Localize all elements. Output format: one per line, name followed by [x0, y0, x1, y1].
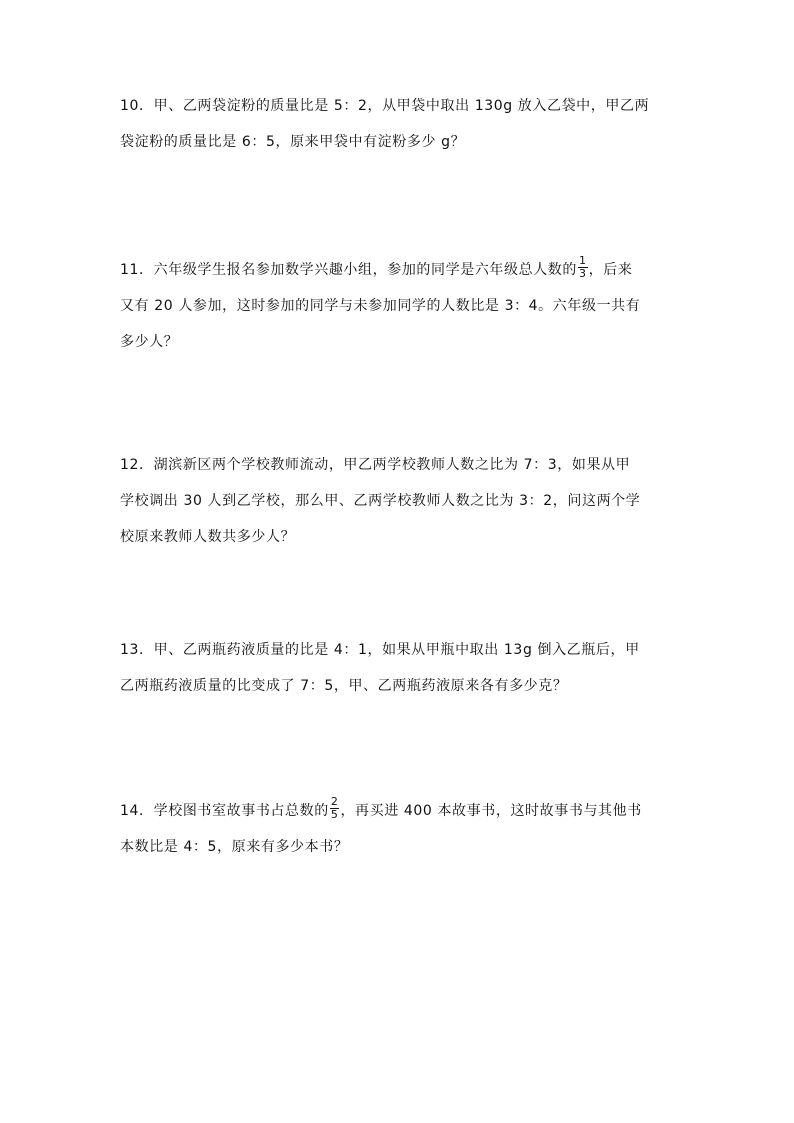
fraction-numerator: 1 — [579, 253, 587, 267]
problem-11-line-3: 多少人？ — [120, 334, 179, 350]
problem-12-line-3: 校原来教师人数共多少人？ — [120, 529, 296, 545]
problem-10-line-1: 10．甲、乙两袋淀粉的质量比是 5：2，从甲袋中取出 130g 放入乙袋中，甲乙两 — [120, 98, 650, 114]
problem-11 — [120, 252, 680, 360]
problem-11-line-2: 又有 20 人参加，这时参加的同学与未参加同学的人数比是 3：4。六年级一共有 — [120, 298, 641, 314]
problem-13 — [120, 632, 680, 704]
problem-10 — [120, 88, 680, 160]
problem-11-line-1 — [120, 252, 680, 288]
fraction-denominator: 5 — [330, 807, 339, 821]
problem-14-line-1 — [120, 793, 680, 829]
problem-13-line-2: 乙两瓶药液质量的比变成了 7：5，甲、乙两瓶药液原来各有多少克？ — [120, 678, 568, 694]
problem-11-text-before-fraction: 11．六年级学生报名参加数学兴趣小组，参加的同学是六年级总人数的 — [120, 262, 578, 278]
problem-12-line-2: 学校调出 30 人到乙学校，那么甲、乙两学校教师人数之比为 3：2，问这两个学 — [120, 493, 641, 509]
problem-11-text-after-fraction: ，后来 — [588, 262, 633, 278]
fraction-one-third — [578, 255, 588, 280]
fraction-denominator: 3 — [579, 266, 587, 280]
fraction-numerator: 2 — [330, 794, 339, 808]
problem-14-text-after-fraction: ，再买进 400 本故事书，这时故事书与其他书 — [340, 803, 642, 819]
problem-14-line-2: 本数比是 4：5，原来有多少本书？ — [120, 839, 349, 855]
problem-12-line-1: 12．湖滨新区两个学校教师流动，甲乙两学校教师人数之比为 7：3，如果从甲 — [120, 457, 631, 473]
problem-14 — [120, 793, 680, 865]
problem-12 — [120, 447, 680, 555]
problem-14-text-before-fraction: 14．学校图书室故事书占总数的 — [120, 803, 329, 819]
problem-13-line-1: 13．甲、乙两瓶药液质量的比是 4：1，如果从甲瓶中取出 13g 倒入乙瓶后，甲 — [120, 642, 640, 658]
fraction-two-fifths — [330, 796, 340, 821]
problem-10-line-2: 袋淀粉的质量比是 6：5，原来甲袋中有淀粉多少 g？ — [120, 134, 466, 150]
